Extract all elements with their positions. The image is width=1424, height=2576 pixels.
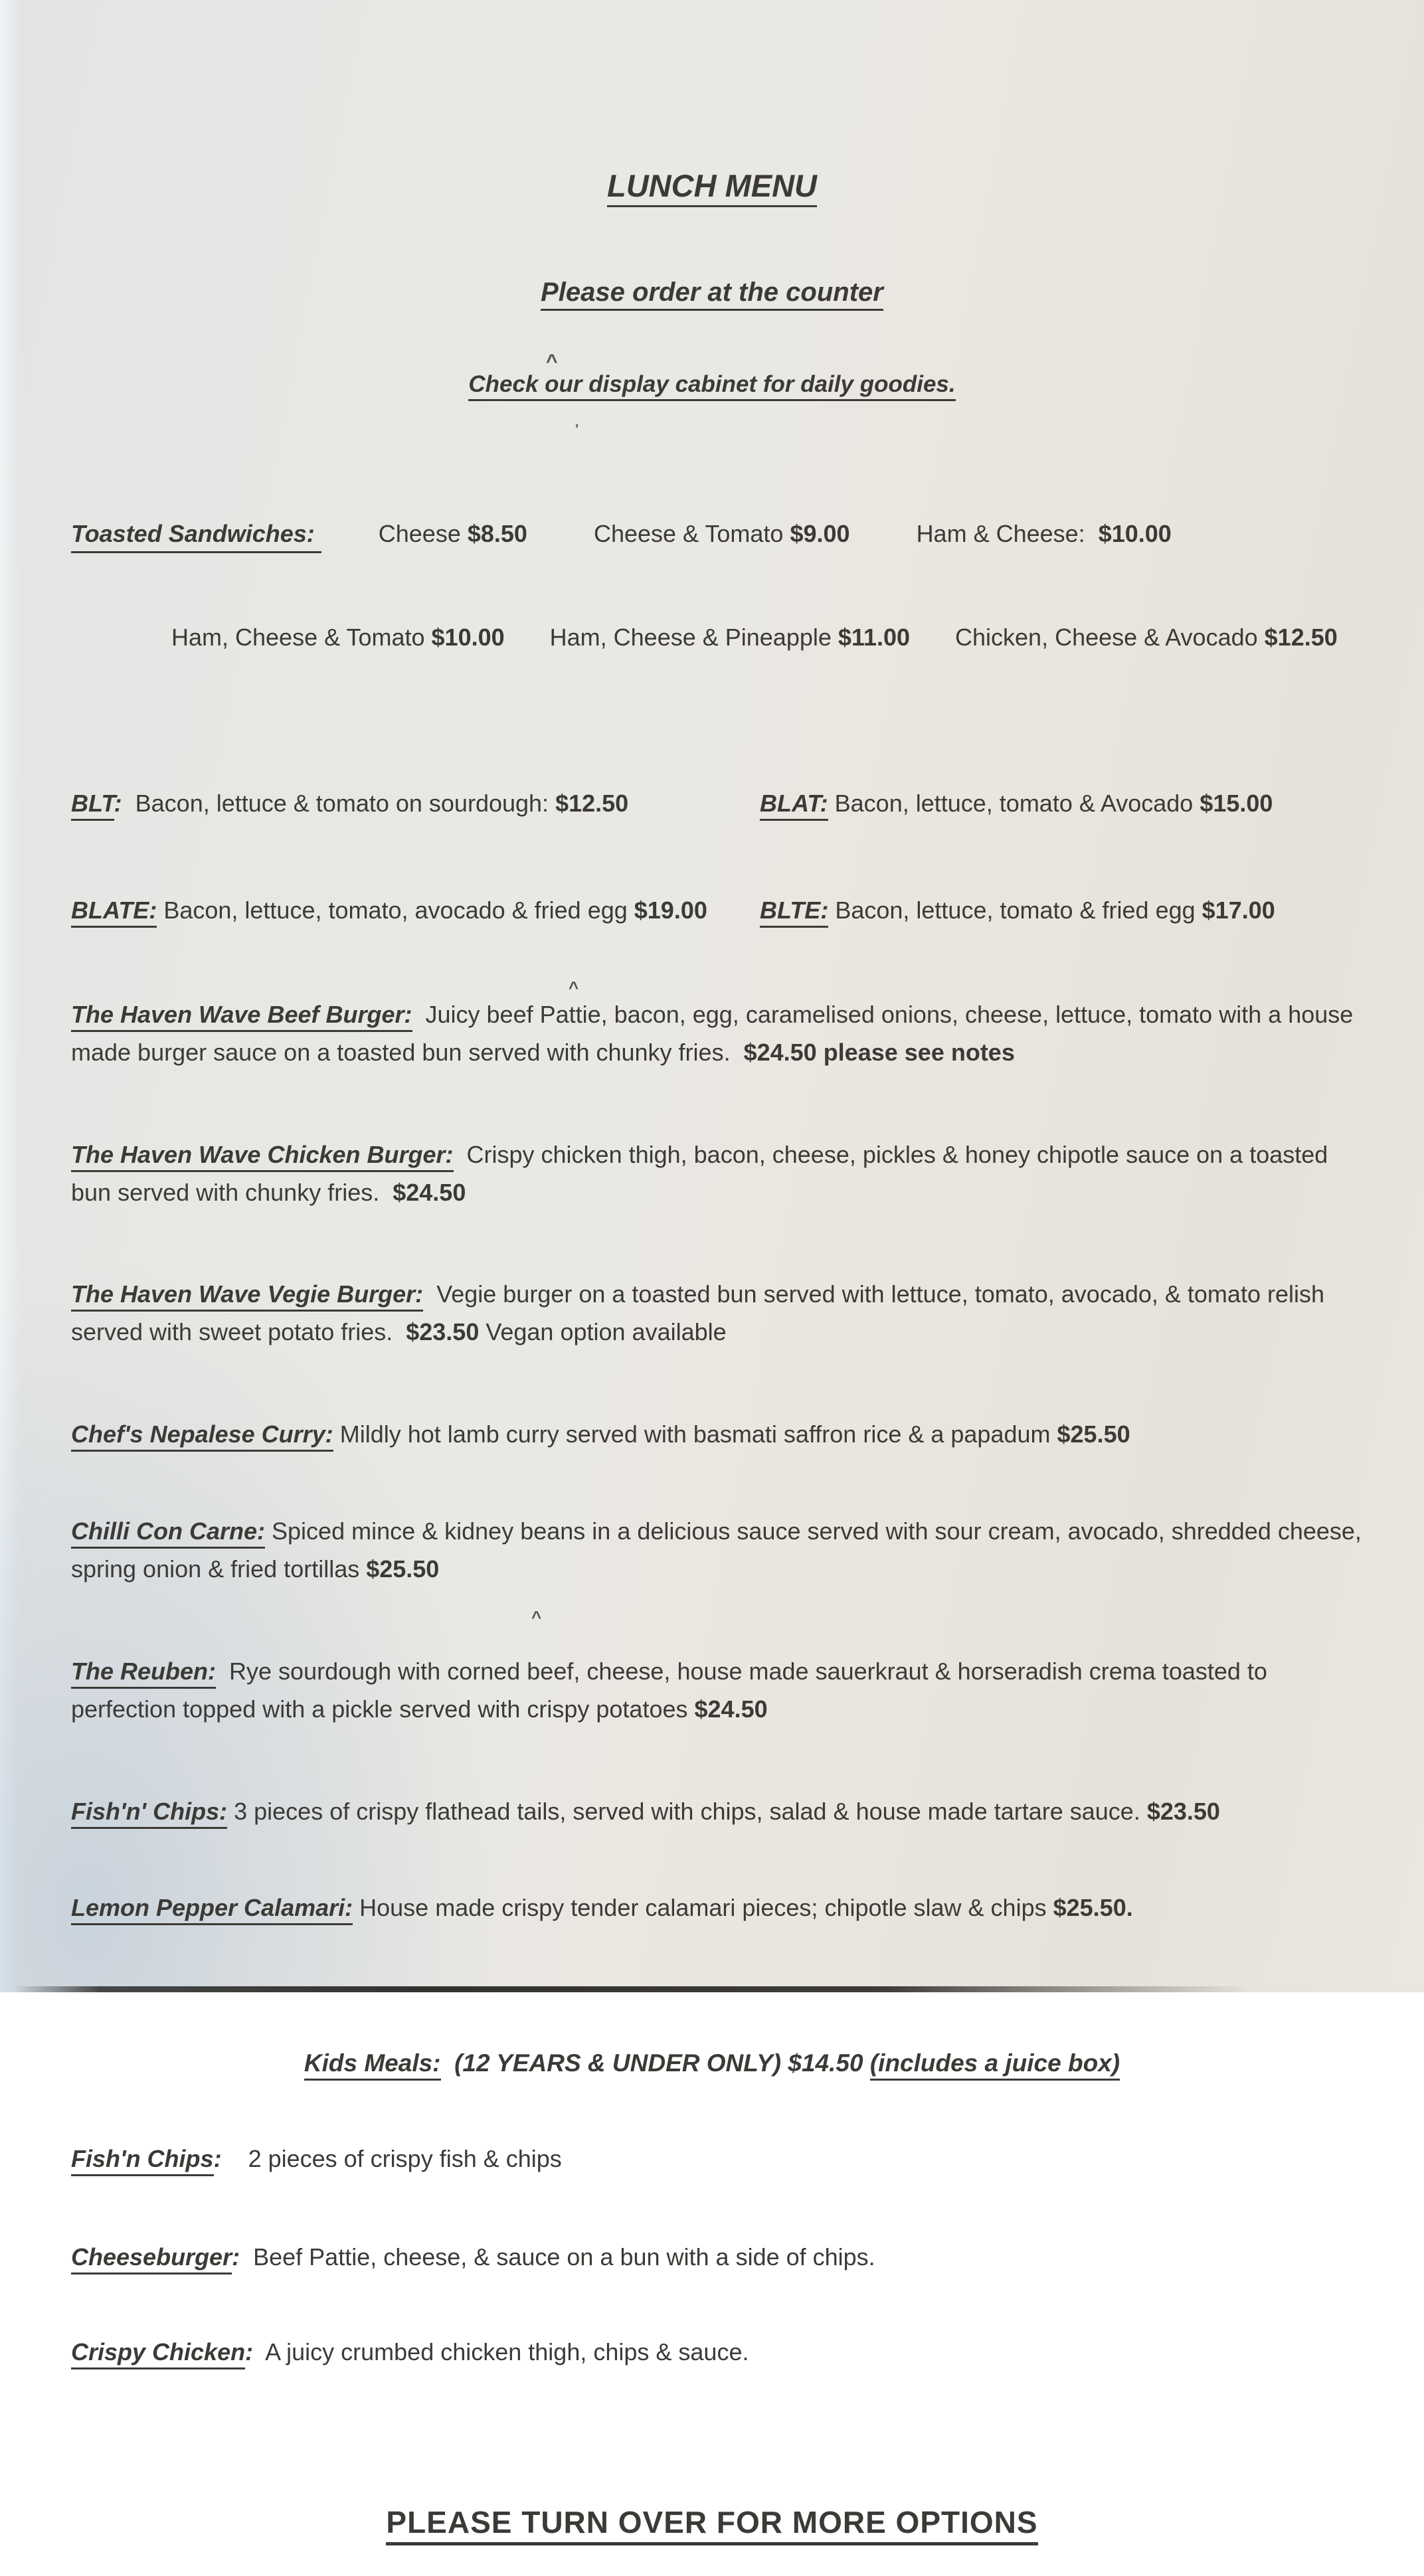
pen-mark-caret: ^ bbox=[531, 1607, 542, 1627]
kids-item-cheeseburger bbox=[0, 2242, 1424, 2273]
turn-over-label: PLEASE TURN OVER FOR MORE OPTIONS bbox=[386, 2505, 1037, 2545]
menu-item-nepalese-curry bbox=[0, 1416, 1424, 1454]
menu-item-name: The Haven Wave Beef Burger: bbox=[71, 1001, 412, 1032]
menu-item-desc: Bacon, lettuce, tomato & fried egg bbox=[835, 897, 1202, 924]
menu-item-blat bbox=[760, 785, 1368, 823]
kids-meals-conditions: (12 YEARS & UNDER ONLY) $14.50 bbox=[440, 2049, 870, 2077]
menu-item-desc: Rye sourdough with corned beef, cheese, house made sauerkraut & horseradish crema toasted to perfection topped with a pickle served with crispy potatoes bbox=[71, 1657, 1274, 1723]
toasted-sandwiches-row2 bbox=[0, 622, 1424, 653]
menu-item-name: Cheeseburger bbox=[71, 2243, 232, 2275]
toasted-sandwiches-row1 bbox=[0, 519, 1424, 553]
menu-item-price: $8.50 bbox=[467, 520, 527, 547]
menu-item-reuben bbox=[0, 1653, 1424, 1729]
menu-item-name: BLT bbox=[71, 790, 114, 821]
menu-item-desc: Bacon, lettuce, tomato & Avocado bbox=[834, 790, 1200, 817]
menu-item-lemon-pepper-calamari bbox=[0, 1889, 1424, 1927]
menu-item-price: $24.50 bbox=[393, 1178, 466, 1206]
menu-item-ham-cheese-pineapple bbox=[550, 622, 910, 653]
display-cabinet-note: Check our display cabinet for daily goodies. bbox=[468, 371, 955, 401]
menu-item-ham-cheese bbox=[917, 519, 1172, 549]
menu-item-name: The Haven Wave Chicken Burger: bbox=[71, 1141, 454, 1172]
blt-row-2 bbox=[0, 892, 1424, 930]
menu-item-price: $24.50 bbox=[694, 1695, 768, 1723]
menu-item-name: The Haven Wave Vegie Burger: bbox=[71, 1280, 423, 1312]
menu-item-price: $12.50 bbox=[555, 790, 629, 817]
menu-item-price: $24.50 bbox=[743, 1038, 817, 1066]
menu-item-blt bbox=[71, 785, 760, 823]
menu-item-name: Ham & Cheese: bbox=[916, 520, 1099, 547]
menu-item-fish-n-chips bbox=[0, 1793, 1424, 1831]
menu-item-desc: Spiced mince & kidney beans in a delicious sauce served with sour cream, avocado, shredded cheese, spring onion & fried tortillas bbox=[71, 1517, 1368, 1583]
kids-item-crispy-chicken bbox=[0, 2337, 1424, 2367]
menu-item-ham-cheese-tomato bbox=[171, 622, 505, 653]
toasted-sandwiches-heading: Toasted Sandwiches: bbox=[71, 519, 321, 553]
menu-item-price: $23.50 bbox=[406, 1318, 480, 1346]
menu-item-name: Chicken, Cheese & Avocado bbox=[955, 624, 1265, 651]
menu-item-blate bbox=[71, 892, 760, 930]
menu-item-desc: Mildly hot lamb curry served with basmati saffron rice & a papadum bbox=[333, 1420, 1057, 1448]
menu-item-cheese bbox=[379, 519, 527, 549]
menu-item-name: Fish'n' Chips: bbox=[71, 1798, 227, 1829]
menu-item-desc: Vegie burger on a toasted bun served with lettuce, tomato, avocado, & tomato relish served with sweet potato fries. bbox=[71, 1280, 1332, 1346]
kids-meals-juice-note: (includes a juice box) bbox=[870, 2049, 1120, 2081]
menu-item-name: Ham, Cheese & Pineapple bbox=[549, 624, 838, 651]
subtitle-line bbox=[0, 278, 1424, 307]
menu-item-price: $19.00 bbox=[634, 897, 707, 924]
menu-item-price: $12.50 bbox=[1264, 624, 1338, 651]
page-title-line bbox=[0, 167, 1424, 204]
menu-item-desc: Crispy chicken thigh, bacon, cheese, pickles & honey chipotle sauce on a toasted bun served with chunky fries. bbox=[71, 1140, 1335, 1206]
menu-item-price: $25.50 bbox=[1057, 1420, 1130, 1448]
menu-item-chilli-con-carne bbox=[0, 1513, 1424, 1589]
menu-item-vegie-burger bbox=[0, 1276, 1424, 1351]
turn-over-footer bbox=[0, 2504, 1424, 2540]
order-counter-note: Please order at the counter bbox=[541, 278, 883, 311]
menu-item-beef-burger bbox=[0, 996, 1424, 1072]
kids-item-fish-n-chips bbox=[0, 2144, 1424, 2174]
pen-mark-caret: ^ bbox=[546, 351, 558, 373]
menu-item-name: Cheese & Tomato bbox=[593, 520, 790, 547]
menu-item-name: Crispy Chicken bbox=[71, 2338, 245, 2369]
photo-bottom-edge bbox=[0, 1986, 1424, 1992]
menu-item-desc: Juicy beef Pattie, bacon, egg, caramelised onions, cheese, lettuce, tomato with a house made burger sauce on a toasted bun served with chunky fries. bbox=[71, 1000, 1360, 1066]
menu-item-price: $17.00 bbox=[1202, 897, 1275, 924]
menu-item-price: $10.00 bbox=[431, 624, 505, 651]
menu-item-desc: A juicy crumbed chicken thigh, chips & sauce. bbox=[253, 2338, 749, 2366]
menu-item-name: Cheese bbox=[378, 520, 468, 547]
menu-item-chicken-cheese-avocado bbox=[955, 622, 1338, 653]
menu-item-name: BLATE: bbox=[71, 897, 157, 928]
separator bbox=[157, 897, 163, 924]
separator bbox=[828, 790, 835, 817]
menu-item-extra: Vegan option available bbox=[479, 1318, 727, 1346]
separator: : bbox=[245, 2338, 254, 2366]
kids-meals-title: Kids Meals: bbox=[304, 2049, 441, 2081]
separator: : bbox=[114, 790, 135, 817]
note-line bbox=[0, 371, 1424, 398]
menu-item-price: $23.50 bbox=[1146, 1797, 1220, 1825]
blt-row-1 bbox=[0, 785, 1424, 823]
menu-item-name: Fish'n Chips bbox=[71, 2145, 214, 2176]
menu-item-price: $15.00 bbox=[1200, 790, 1273, 817]
menu-item-desc: Bacon, lettuce, tomato, avocado & fried egg bbox=[163, 897, 634, 924]
menu-item-desc: House made crispy tender calamari pieces; chipotle slaw & chips bbox=[353, 1894, 1053, 1922]
pen-mark-tick: ' bbox=[575, 421, 579, 438]
menu-item-note: please see notes bbox=[816, 1038, 1015, 1066]
menu-item-name: The Reuben: bbox=[71, 1658, 216, 1689]
menu-item-name: BLAT: bbox=[760, 790, 828, 821]
menu-item-price: $25.50 bbox=[366, 1555, 440, 1583]
menu-item-extra: . bbox=[1126, 1894, 1133, 1922]
menu-item-name: Chilli Con Carne: bbox=[71, 1517, 265, 1549]
menu-item-price: $9.00 bbox=[790, 520, 850, 547]
separator: : bbox=[213, 2145, 222, 2173]
separator: : bbox=[232, 2243, 240, 2271]
menu-item-price: $10.00 bbox=[1098, 520, 1172, 547]
menu-item-desc: Beef Pattie, cheese, & sauce on a bun with a side of chips. bbox=[240, 2243, 875, 2271]
menu-item-desc: 3 pieces of crispy flathead tails, served with chips, salad & house made tartare sauce. bbox=[227, 1797, 1147, 1825]
menu-item-chicken-burger bbox=[0, 1136, 1424, 1212]
menu-item-desc: Bacon, lettuce & tomato on sourdough: bbox=[135, 790, 556, 817]
pen-mark-caret: ^ bbox=[569, 978, 579, 997]
menu-item-name: BLTE: bbox=[760, 897, 828, 928]
menu-item-cheese-tomato bbox=[594, 519, 850, 549]
menu-item-name: Ham, Cheese & Tomato bbox=[171, 624, 432, 651]
kids-meals-heading bbox=[0, 2049, 1424, 2077]
menu-item-price: $11.00 bbox=[838, 624, 911, 651]
menu-item-name: Chef's Nepalese Curry: bbox=[71, 1420, 333, 1452]
menu-item-price: $25.50 bbox=[1053, 1894, 1126, 1922]
page-title: LUNCH MENU bbox=[607, 168, 817, 207]
menu-item-blte bbox=[760, 892, 1368, 930]
separator bbox=[828, 897, 835, 924]
menu-item-name: Lemon Pepper Calamari: bbox=[71, 1894, 353, 1925]
menu-item-desc: 2 pieces of crispy fish & chips bbox=[221, 2145, 562, 2173]
